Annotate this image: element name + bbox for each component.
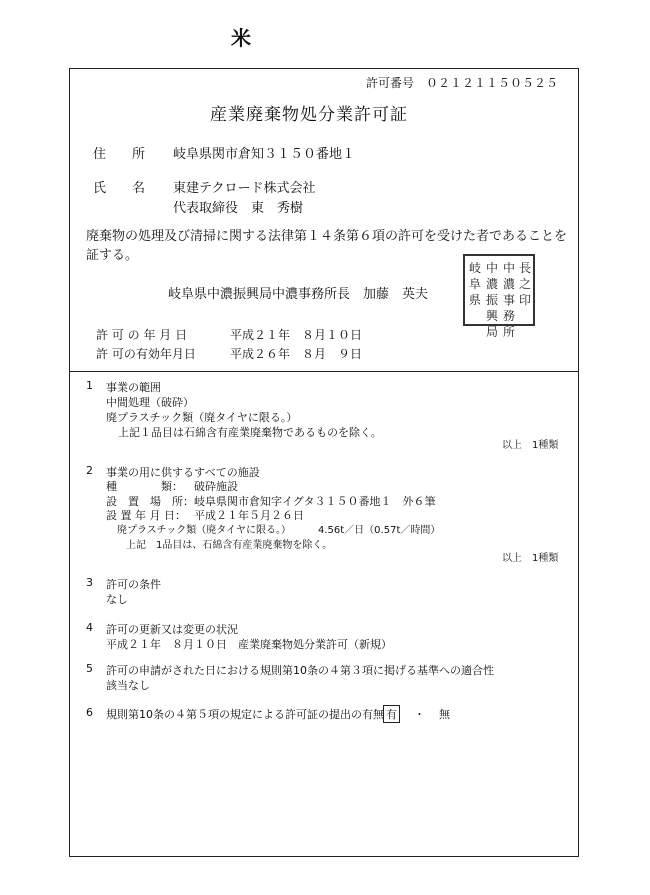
certificate-frame bbox=[69, 68, 579, 857]
s5-number: 5 bbox=[86, 662, 93, 675]
section-divider bbox=[69, 371, 579, 372]
s1-line-3: 上記１品目は石綿含有産業廃棄物であるものを除く。 bbox=[118, 426, 382, 439]
s1-line-1: 中間処理（破砕） bbox=[106, 396, 194, 409]
s2-heading: 事業の用に供するすべての施設 bbox=[106, 466, 260, 479]
permit-date-label: 許 可 の 年 月 日 bbox=[96, 328, 188, 342]
s6-yes-option: 有 bbox=[383, 705, 400, 723]
s2-summary: 以上 1種類 bbox=[502, 553, 559, 564]
s5-heading: 許可の申請がされた日における規則第10条の４第３項に掲げる基準への適合性 bbox=[106, 664, 494, 677]
s3-number: 3 bbox=[86, 576, 93, 589]
company-name: 東建テクロード株式会社 bbox=[173, 181, 316, 196]
s4-value: 平成２１年 ８月１０日 産業廃棄物処分業許可（新規） bbox=[106, 638, 392, 651]
s1-summary: 以上 1種類 bbox=[502, 440, 559, 451]
seal-text-col-4: 長之印 bbox=[518, 261, 531, 307]
address-value: 岐阜県関市倉知３１５０番地１ bbox=[173, 147, 356, 162]
s3-value: なし bbox=[106, 593, 128, 606]
seal-text-col-2: 中濃振興局 bbox=[485, 261, 498, 339]
s2-location-label: 設 置 場 所： bbox=[106, 495, 194, 508]
s1-line-2: 廃プラスチック類（廃タイヤに限る。） bbox=[106, 411, 298, 424]
s2-capacity-value: 4.56t／日（0.57t／時間） bbox=[318, 525, 441, 536]
official-seal bbox=[463, 254, 535, 339]
s4-number: 4 bbox=[86, 621, 93, 634]
s1-number: 1 bbox=[86, 379, 93, 392]
s6-separator: ・ bbox=[414, 708, 425, 721]
s1-heading: 事業の範囲 bbox=[106, 381, 161, 394]
s2-type-value: 破砕施設 bbox=[194, 480, 238, 493]
name-label: 氏 名 bbox=[93, 181, 146, 196]
top-mark: 米 bbox=[231, 26, 251, 50]
seal-text-col-1: 岐阜県 bbox=[468, 261, 481, 307]
valid-until-value: 平成２６年 ８月 ９日 bbox=[230, 347, 363, 361]
s2-date-value: 平成２１年５月２６日 bbox=[194, 509, 304, 522]
valid-until-label: 許 可の有効年月日 bbox=[96, 347, 196, 361]
s5-value: 該当なし bbox=[106, 679, 150, 692]
s2-type-label: 種 類： bbox=[106, 480, 183, 493]
s4-heading: 許可の更新又は変更の状況 bbox=[106, 623, 238, 636]
s6-number: 6 bbox=[86, 706, 93, 719]
permit-number: 許可番号 ０２１２１１５０５２５ bbox=[366, 76, 559, 90]
s2-note: 上記 1品目は、石綿含有産業廃棄物を除く。 bbox=[126, 540, 333, 551]
seal-text-col-3: 中濃事務所 bbox=[502, 261, 515, 339]
s6-no-option: 無 bbox=[439, 708, 450, 721]
s6-heading: 規則第10条の４第５項の規定による許可証の提出の有無 bbox=[106, 708, 384, 721]
address-label: 住 所 bbox=[93, 147, 146, 162]
s3-heading: 許可の条件 bbox=[106, 578, 161, 591]
statement-line-2: 証する。 bbox=[86, 248, 139, 263]
s2-number: 2 bbox=[86, 464, 93, 477]
s2-location-value: 岐阜県関市倉知字イグタ３１５０番地１ 外６筆 bbox=[194, 495, 436, 508]
permit-date-value: 平成２１年 ８月１０日 bbox=[230, 328, 363, 342]
representative-name: 代表取締役 東 秀樹 bbox=[173, 201, 304, 216]
issuer-name: 岐阜県中濃振興局中濃事務所長 加藤 英夫 bbox=[168, 287, 429, 302]
document-title: 産業廃棄物処分業許可証 bbox=[210, 105, 408, 125]
s2-capacity-item: 廃プラスチック類（廃タイヤに限る。） bbox=[117, 525, 291, 536]
s2-date-label: 設 置 年 月 日： bbox=[106, 509, 186, 522]
statement-line-1: 廃棄物の処理及び清掃に関する法律第１４条第６項の許可を受けた者であることを bbox=[86, 229, 568, 244]
